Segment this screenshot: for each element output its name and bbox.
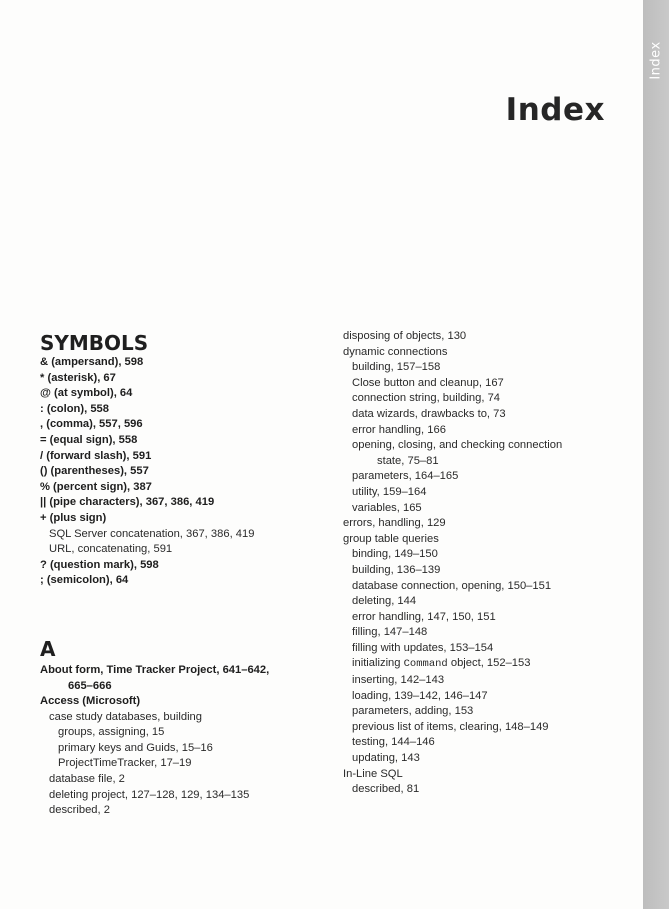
- thumb-tab-label: [643, 30, 669, 90]
- index-subsubentry: error handling, 147, 150, 151: [352, 610, 496, 623]
- index-entry: , (comma), 557, 596: [40, 418, 143, 431]
- index-entry: @ (at symbol), 64: [40, 387, 133, 400]
- index-subsubentry: parameters, adding, 153: [352, 705, 474, 718]
- index-subsubentry: ProjectTimeTracker, 17–19: [58, 757, 192, 770]
- index-subentry: SQL Server concatenation, 367, 386, 419: [49, 527, 255, 540]
- index-subsubentry: utility, 159–164: [352, 485, 427, 498]
- index-entry-continuation: state, 75–81: [377, 454, 439, 467]
- index-subsubentry: primary keys and Guids, 15–16: [58, 741, 213, 754]
- index-subsubentry: binding, 149–150: [352, 548, 438, 561]
- index-entry-continuation: 665–666: [68, 679, 112, 692]
- index-subentry: errors, handling, 129: [343, 517, 446, 530]
- index-subsubentry: inserting, 142–143: [352, 674, 445, 687]
- index-subentry: deleting project, 127–128, 129, 134–135: [49, 788, 250, 801]
- section-heading-symbols: SYMBOLS: [40, 331, 149, 355]
- index-subsubentry: filling with updates, 153–154: [352, 641, 494, 654]
- index-entry: = (equal sign), 558: [40, 433, 138, 446]
- index-subsubentry: error handling, 166: [352, 423, 446, 436]
- left-column: [40, 331, 325, 819]
- index-entry: || (pipe characters), 367, 386, 419: [40, 496, 215, 509]
- thumb-tab-text: Index: [648, 40, 664, 80]
- index-entry: + (plus sign): [40, 511, 107, 524]
- index-entry: Access (Microsoft): [40, 695, 141, 708]
- index-subsubentry: testing, 144–146: [352, 736, 435, 749]
- index-entry: % (percent sign), 387: [40, 480, 152, 493]
- index-subsubentry: updating, 143: [352, 752, 420, 765]
- index-entry: () (parentheses), 557: [40, 465, 149, 478]
- index-subentry: database file, 2: [49, 773, 125, 786]
- index-entry: : (colon), 558: [40, 402, 109, 415]
- index-entry: & (ampersand), 598: [40, 356, 144, 368]
- index-subsubentry: database connection, opening, 150–151: [352, 579, 552, 592]
- index-entry: * (asterisk), 67: [40, 371, 116, 384]
- index-subentry: URL, concatenating, 591: [49, 543, 173, 556]
- right-column: [343, 329, 603, 798]
- index-subsubentry: groups, assigning, 15: [58, 726, 165, 739]
- index-subentry: disposing of objects, 130: [343, 330, 467, 342]
- index-subsubentry: variables, 165: [352, 501, 422, 514]
- index-entry: ? (question mark), 598: [40, 558, 159, 571]
- index-subsubentry: previous list of items, clearing, 148–149: [352, 720, 549, 733]
- index-subsubentry: building, 136–139: [352, 563, 441, 576]
- index-subentry: case study databases, building: [49, 710, 202, 723]
- index-subentry: In-Line SQL: [343, 767, 403, 780]
- index-subentry: described, 2: [49, 804, 110, 817]
- index-subsubentry: data wizards, drawbacks to, 73: [352, 407, 506, 420]
- index-subsubentry: [343, 656, 603, 673]
- index-entry: / (forward slash), 591: [40, 449, 152, 462]
- section-heading-a: A: [40, 636, 56, 661]
- index-subsubentry: connection string, building, 74: [352, 392, 501, 405]
- page-title: Index: [505, 92, 605, 128]
- index-subsubentry: building, 157–158: [352, 361, 441, 374]
- index-subentry: dynamic connections: [343, 345, 448, 358]
- index-subentry: group table queries: [343, 532, 439, 545]
- index-subsubentry: parameters, 164–165: [352, 470, 459, 483]
- entry-text: initializing: [352, 657, 404, 670]
- index-subsubentry: deleting, 144: [352, 595, 417, 608]
- index-subsubentry: opening, closing, and checking connection: [352, 439, 563, 452]
- index-subsubentry: filling, 147–148: [352, 626, 428, 639]
- code-term: Command: [403, 658, 448, 671]
- thumb-tab: [643, 0, 669, 909]
- index-subsubentry: loading, 139–142, 146–147: [352, 689, 488, 702]
- index-subsubentry: described, 81: [352, 783, 420, 796]
- index-subsubentry: Close button and cleanup, 167: [352, 376, 504, 389]
- index-entry: ; (semicolon), 64: [40, 574, 129, 587]
- entry-text: object, 152–153: [447, 657, 531, 670]
- index-entry: About form, Time Tracker Project, 641–642,: [40, 663, 270, 676]
